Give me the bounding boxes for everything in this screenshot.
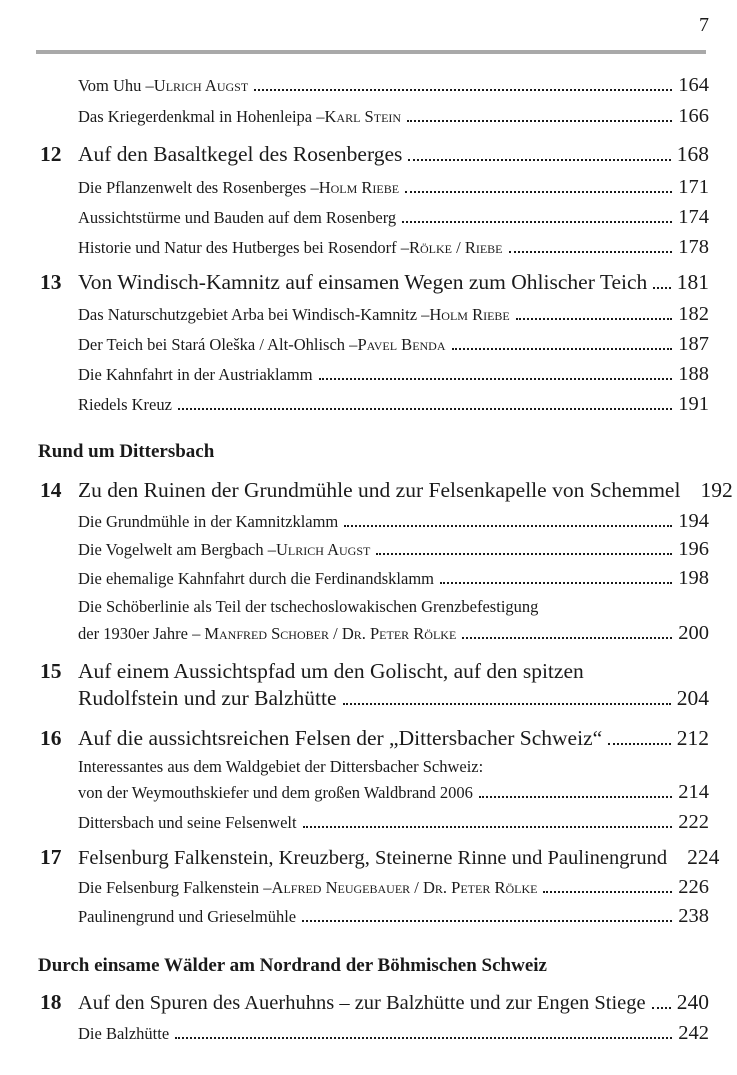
dot-leader [376,551,672,555]
page-ref: 242 [678,1022,709,1044]
page-ref: 240 [676,990,709,1014]
dot-leader [408,157,670,161]
toc-entry-kahnfahrt-austria[interactable] [78,363,709,386]
dot-leader [440,580,672,584]
entry-title: Paulinengrund und Grieselmühle [78,907,297,926]
toc-entry-ferdinandsklamm[interactable] [78,567,709,590]
dot-leader [402,219,672,223]
entry-title: Vom Uhu – [78,76,154,95]
chapter-number: 18 [40,990,62,1014]
toc-entry-pflanzenwelt[interactable] [78,176,709,199]
entry-title: Das Kriegerdenkmal in Hohenleipa – [78,107,325,126]
page-number: 7 [699,14,709,36]
dot-leader [462,635,672,639]
page-ref: 194 [678,510,709,532]
page-ref: 224 [687,845,720,869]
toc-entry-felsenwelt[interactable] [78,811,709,834]
toc-chapter-15[interactable] [78,686,709,711]
toc-entry-teich[interactable] [78,333,709,356]
page-ref: 171 [678,176,709,198]
chapter-title: Auf einem Aussichtspfad um den Golischt, auf den spitzen [78,659,584,683]
dot-leader [479,794,672,798]
dot-leader [686,495,694,497]
section-heading-dittersbach: Rund um Dittersbach [38,441,215,462]
chapter-title: Rudolfstein und zur Balzhütte [78,686,337,710]
toc-entry-falkenstein[interactable] [78,876,709,899]
chapter-number: 17 [40,845,62,869]
page-ref: 198 [678,567,709,589]
entry-title: Dittersbach und seine Felsenwelt [78,813,297,832]
toc-entry-waldgebiet[interactable] [78,781,709,804]
dot-leader [509,249,673,253]
entry-title: Die Pflanzenwelt des Rosenberges – [78,178,319,197]
toc-entry-vogelwelt[interactable] [78,538,709,561]
dot-leader [608,741,671,745]
toc-entry-grundmuehle[interactable] [78,510,709,533]
entry-author: Karl Stein [324,107,402,126]
entry-title: Die Kahnfahrt in der Austriaklamm [78,365,313,384]
page-ref: 164 [678,74,709,96]
entry-title: Die Grundmühle in der Kamnitzklamm [78,512,339,531]
chapter-number: 16 [40,726,62,750]
chapter-title: Zu den Ruinen der Grundmühle und zur Felsenkapelle von Schemmel [78,478,681,502]
section-heading-nordrand: Durch einsame Wälder am Nordrand der Böhmischen Schweiz [38,955,547,976]
page-ref: 178 [678,236,709,258]
dot-leader [254,87,672,91]
dot-leader [175,1035,672,1039]
page-ref: 226 [678,876,709,898]
toc-entry-paulinengrund[interactable] [78,905,709,928]
chapter-title: Felsenburg Falkenstein, Kreuzberg, Steinerne Rinne und Paulinengrund [78,847,668,869]
dot-leader [516,316,672,320]
toc-chapter-15-line1[interactable] [40,659,709,684]
toc-chapter-12[interactable] [40,142,709,167]
entry-author: Ulrich Augst [153,76,249,95]
dot-leader [405,189,672,193]
entry-title: Aussichtstürme und Bauden auf dem Rosenberg [78,208,397,227]
page-ref: 166 [678,105,709,127]
page-ref: 238 [678,905,709,927]
chapter-number: 14 [40,478,62,502]
entry-title: Die Balzhütte [78,1024,170,1043]
toc-chapter-16[interactable] [40,726,709,751]
dot-leader [319,376,673,380]
entry-title: Riedels Kreuz [78,395,172,414]
toc-entry-hutberg[interactable] [78,236,709,259]
dot-leader [452,346,673,350]
chapter-title: Von Windisch-Kamnitz auf einsamen Wegen zum Ohlischer Teich [78,270,648,294]
dot-leader [344,523,672,527]
toc-chapter-14[interactable] [40,478,733,503]
page-ref: 181 [676,270,709,294]
dot-leader [653,285,670,289]
dot-leader [343,701,671,705]
chapter-number: 13 [40,270,62,294]
page-ref: 214 [678,781,709,803]
chapter-title: Auf den Basaltkegel des Rosenberges [78,142,403,166]
dot-leader [543,889,672,893]
entry-title-line1[interactable]: Die Schöberlinie als Teil der tschechoslowakischen Grenzbefestigung [78,597,539,616]
chapter-title: Auf die aussichtsreichen Felsen der „Dittersbacher Schweiz“ [78,726,603,750]
page-ref: 200 [678,622,709,644]
toc-chapter-18[interactable] [40,990,709,1015]
page-ref: 174 [678,206,709,228]
dot-leader [652,1005,671,1009]
toc-entry-aussichtstuerme[interactable] [78,206,709,229]
entry-author: Pavel Benda [357,335,446,354]
toc-entry-kriegerdenkmal[interactable] [78,105,709,128]
entry-title: Die ehemalige Kahnfahrt durch die Ferdinandsklamm [78,569,435,588]
entry-title: von der Weymouthskiefer und dem großen Waldbrand 2006 [78,783,473,802]
entry-title: Historie und Natur des Hutberges bei Rosendorf – [78,238,410,257]
toc-entry-riedels-kreuz[interactable] [78,393,709,416]
entry-author: Alfred Neugebauer / Dr. Peter Rölke [271,878,538,897]
entry-author: Ulrich Augst [275,540,371,559]
dot-leader [673,862,681,864]
entry-author: Holm Riebe [318,178,400,197]
page-ref: 204 [676,686,709,710]
chapter-number: 12 [40,142,62,166]
page-ref: 188 [678,363,709,385]
page-ref: 187 [678,333,709,355]
toc-entry-schoeberlinie[interactable] [78,622,709,645]
entry-title: der 1930er Jahre – [78,624,201,643]
page-ref: 196 [678,538,709,560]
dot-leader [302,918,672,922]
page-ref: 191 [678,393,709,415]
entry-author: Holm Riebe [429,305,510,324]
header-rule [36,50,706,54]
entry-title: Der Teich bei Stará Oleška / Alt-Ohlisch – [78,335,358,354]
chapter-number: 15 [40,659,62,683]
entry-title-line1[interactable]: Interessantes aus dem Waldgebiet der Dittersbacher Schweiz: [78,757,484,776]
toc-chapter-13[interactable] [40,270,709,295]
entry-author: Manfred Schober / Dr. Peter Rölke [204,624,457,643]
page-ref: 212 [676,726,709,750]
entry-title: Das Naturschutzgebiet Arba bei Windisch-Kamnitz – [78,305,430,324]
toc-entry-arba[interactable] [78,303,709,326]
toc-chapter-17[interactable] [40,845,720,870]
page-ref: 182 [678,303,709,325]
entry-author: Rölke / Riebe [409,238,503,257]
page-ref: 192 [700,478,733,502]
chapter-title: Auf den Spuren des Auerhuhns – zur Balzhütte und zur Engen Stiege [78,992,646,1014]
toc-entry-balzhuette[interactable] [78,1022,709,1045]
entry-title: Die Felsenburg Falkenstein – [78,878,272,897]
page-ref: 222 [678,811,709,833]
dot-leader [303,824,673,828]
entry-title: Die Vogelwelt am Bergbach – [78,540,276,559]
toc-entry-uhu[interactable] [78,74,709,97]
page-ref: 168 [676,142,709,166]
dot-leader [178,406,672,410]
dot-leader [407,118,672,122]
